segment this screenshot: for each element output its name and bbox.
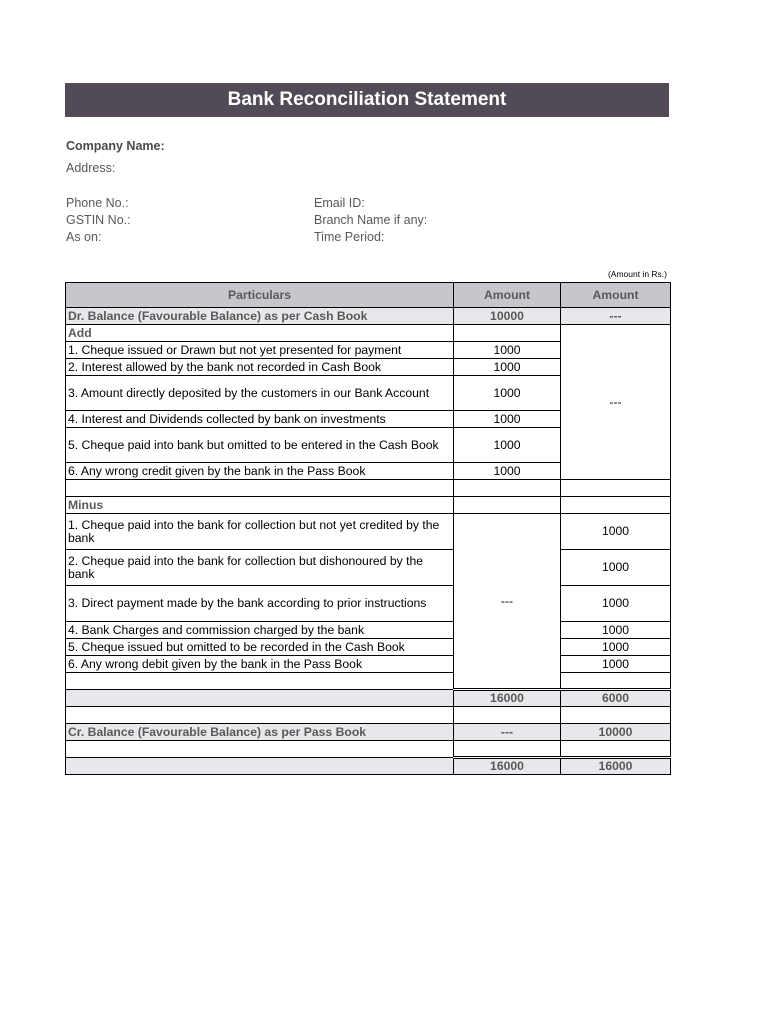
address-label: Address: — [66, 161, 116, 175]
table-row — [66, 586, 671, 622]
time-period-label: Time Period: — [314, 230, 385, 244]
add-item-amount: 1000 — [454, 342, 561, 359]
empty-row — [66, 707, 671, 724]
add-item-label: 3. Amount directly deposited by the customers in our Bank Account — [66, 376, 454, 411]
add-item-amount: 1000 — [454, 428, 561, 463]
table-row — [66, 514, 671, 550]
minus-item-amount: 1000 — [561, 514, 671, 550]
add-item-amount: 1000 — [454, 411, 561, 428]
minus-header-row — [66, 497, 671, 514]
cr-balance-label: Cr. Balance (Favourable Balance) as per Pass Book — [66, 724, 454, 741]
dr-balance-amount1: 10000 — [454, 308, 561, 325]
add-item-amount: 1000 — [454, 376, 561, 411]
dr-balance-row — [66, 308, 671, 325]
minus-item-label: 3. Direct payment made by the bank according to prior instructions — [66, 586, 454, 622]
total-row — [66, 758, 671, 775]
add-label: Add — [66, 325, 454, 342]
subtotal-amount2: 6000 — [561, 690, 671, 707]
minus-item-label: 6. Any wrong debit given by the bank in the Pass Book — [66, 656, 454, 673]
gstin-label: GSTIN No.: — [66, 213, 131, 227]
minus-item-label: 5. Cheque issued but omitted to be recorded in the Cash Book — [66, 639, 454, 656]
subtotal-row — [66, 690, 671, 707]
minus-item-label: 4. Bank Charges and commission charged by the bank — [66, 622, 454, 639]
branch-label: Branch Name if any: — [314, 213, 428, 227]
minus-item-amount: 1000 — [561, 586, 671, 622]
empty-row — [66, 673, 671, 690]
add-item-amount: 1000 — [454, 359, 561, 376]
cr-balance-amount2: 10000 — [561, 724, 671, 741]
phone-label: Phone No.: — [66, 196, 129, 210]
empty-row — [66, 480, 671, 497]
page-title: Bank Reconciliation Statement — [65, 83, 669, 117]
dr-balance-label: Dr. Balance (Favourable Balance) as per Cash Book — [66, 308, 454, 325]
table-row — [66, 550, 671, 586]
table-row — [66, 639, 671, 656]
subtotal-amount1: 16000 — [454, 690, 561, 707]
add-item-label: 2. Interest allowed by the bank not recorded in Cash Book — [66, 359, 454, 376]
minus-item-label: 1. Cheque paid into the bank for collection but not yet credited by the bank — [66, 514, 454, 550]
cr-balance-amount1: --- — [454, 724, 561, 741]
add-column-dash: --- — [561, 325, 671, 480]
dr-balance-amount2: --- — [561, 308, 671, 325]
company-name-label: Company Name: — [66, 139, 165, 153]
minus-item-amount: 1000 — [561, 550, 671, 586]
add-header-row — [66, 325, 671, 342]
header-amount-1: Amount — [454, 283, 561, 308]
reconciliation-table — [65, 282, 671, 775]
as-on-label: As on: — [66, 230, 102, 244]
minus-item-amount: 1000 — [561, 656, 671, 673]
amount-note: (Amount in Rs.) — [607, 269, 667, 279]
add-item-label: 6. Any wrong credit given by the bank in the Pass Book — [66, 463, 454, 480]
total-amount2: 16000 — [561, 758, 671, 775]
add-item-amount: 1000 — [454, 463, 561, 480]
minus-column-dash: --- — [454, 514, 561, 690]
minus-label: Minus — [66, 497, 454, 514]
minus-item-amount: 1000 — [561, 639, 671, 656]
total-amount1: 16000 — [454, 758, 561, 775]
table-row — [66, 622, 671, 639]
add-item-label: 4. Interest and Dividends collected by bank on investments — [66, 411, 454, 428]
email-label: Email ID: — [314, 196, 365, 210]
cr-balance-row — [66, 724, 671, 741]
table-row — [66, 656, 671, 673]
minus-item-amount: 1000 — [561, 622, 671, 639]
add-item-label: 5. Cheque paid into bank but omitted to be entered in the Cash Book — [66, 428, 454, 463]
empty-row — [66, 741, 671, 758]
header-particulars: Particulars — [66, 283, 454, 308]
table-header-row — [66, 283, 671, 308]
header-amount-2: Amount — [561, 283, 671, 308]
add-item-label: 1. Cheque issued or Drawn but not yet presented for payment — [66, 342, 454, 359]
minus-item-label: 2. Cheque paid into the bank for collection but dishonoured by the bank — [66, 550, 454, 586]
